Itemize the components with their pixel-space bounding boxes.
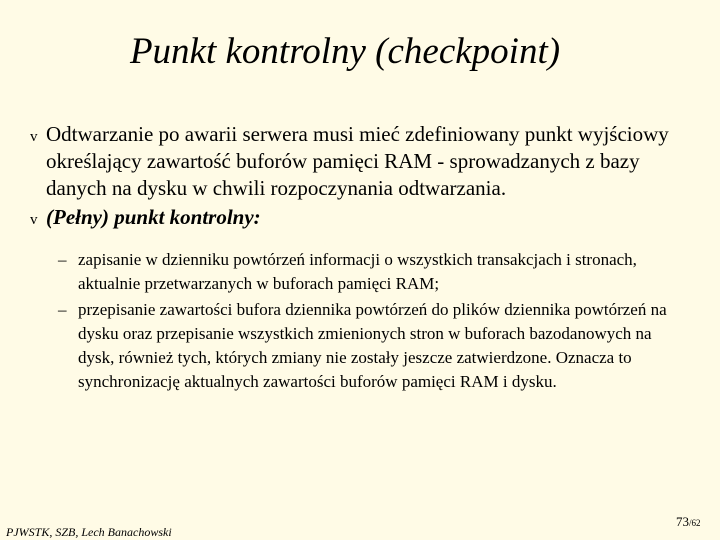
sub-bullet-item	[58, 248, 690, 296]
page-number-total: /62	[689, 518, 701, 528]
bullet-text: (Pełny) punkt kontrolny:	[46, 205, 261, 229]
sub-bullet-text: zapisanie w dzienniku powtórzeń informacji o wszystkich transakcjach i stronach, aktualnie przetwarzanych w buforach pamięci RAM;	[78, 250, 637, 293]
page-number	[676, 514, 701, 531]
sub-bullet-text: przepisanie zawartości bufora dziennika powtórzeń do plików dziennika powtórzeń na dysku oraz przepisanie wszystkich zmienionych stron w buforach bazodanowych na dysk, również tych, których zmiany nie zostały jeszcze zatwierdzone. Oznacza to synchronizację aktualnych zawartości buforów pamięci RAM i dysku.	[78, 300, 667, 391]
bullet-item	[30, 204, 690, 234]
dash-icon: –	[58, 250, 67, 269]
slide-title: Punkt kontrolny (checkpoint)	[129, 31, 561, 72]
bullet-text: Odtwarzanie po awarii serwera musi mieć zdefiniowany punkt wyjściowy określający zawartość buforów pamięci RAM - sprowadzanych z bazy danych na dysku w chwili rozpoczynania odtwarzania.	[46, 122, 669, 200]
page-number-current: 73	[676, 514, 689, 529]
sub-bullet-list	[30, 248, 690, 394]
bullet-list	[30, 121, 690, 396]
footer-author: PJWSTK, SZB, Lech Banachowski	[6, 525, 172, 539]
dash-icon: –	[58, 300, 67, 319]
checkmark-v-icon: v	[30, 129, 38, 145]
checkmark-v-icon: v	[30, 212, 38, 228]
sub-bullet-item	[58, 298, 690, 394]
bullet-item	[30, 121, 690, 202]
